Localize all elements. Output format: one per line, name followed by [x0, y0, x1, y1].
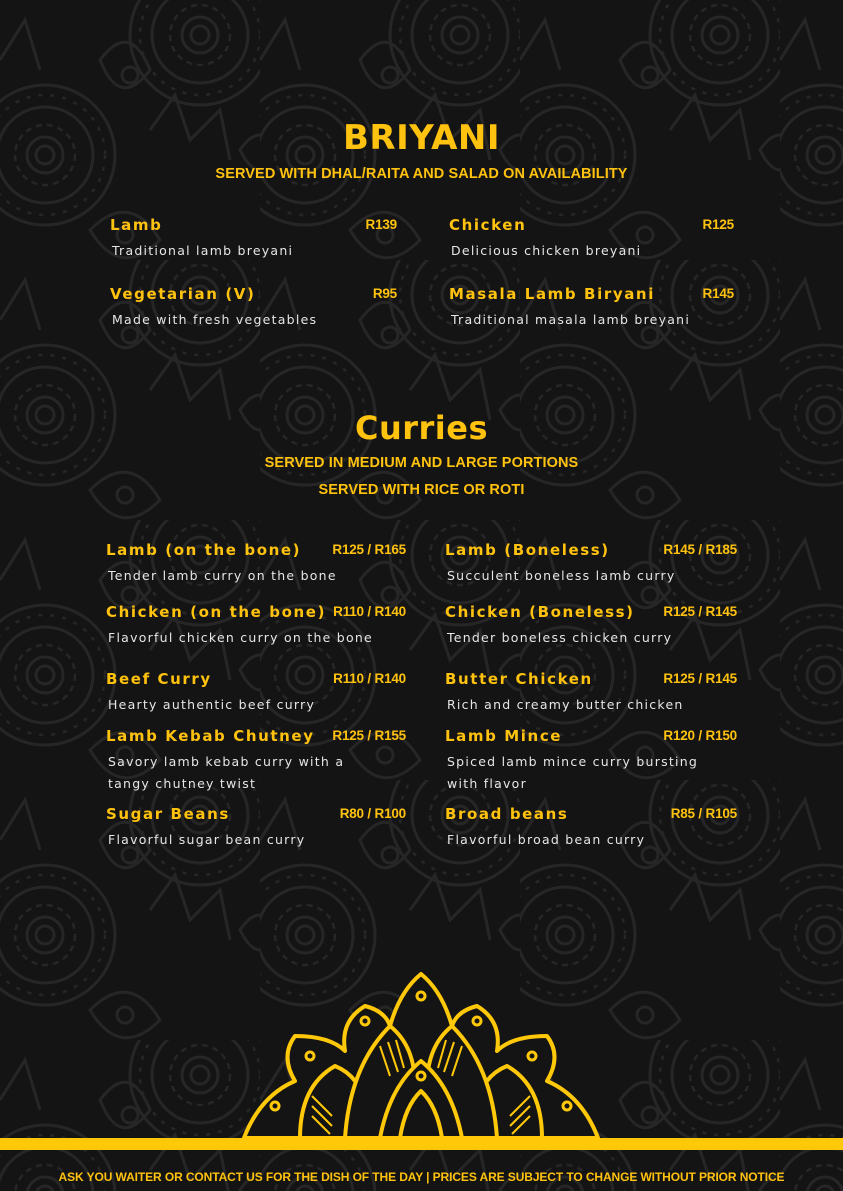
section-subtitle: SERVED WITH DHAL/RAITA AND SALAD ON AVAILABILITY — [215, 166, 628, 182]
item-name: Lamb Mince — [445, 727, 563, 745]
item-description: Tender lamb curry on the bone — [108, 568, 337, 583]
item-description: Savory lamb kebab curry with a tangy chutney twist — [108, 754, 345, 791]
item-price: R120 / R150 — [663, 728, 737, 743]
item-price: R110 / R140 — [333, 671, 406, 686]
item-description: Hearty authentic beef curry — [108, 697, 316, 712]
item-description: Made with fresh vegetables — [112, 312, 318, 327]
section-title: Curries — [354, 409, 489, 447]
section-title: BRIYANI — [342, 118, 501, 158]
item-price: R125 / R145 — [663, 671, 737, 686]
footer-note: ASK YOU WAITER OR CONTACT US FOR THE DISH OF THE DAY | PRICES ARE SUBJECT TO CHANGE WITHOUT PRIOR NOTICE — [58, 1170, 785, 1184]
section-subtitle: SERVED IN MEDIUM AND LARGE PORTIONS — [264, 455, 579, 471]
item-price: R125 / R145 — [663, 604, 737, 619]
item-price: R145 / R185 — [663, 542, 737, 557]
item-name: Sugar Beans — [106, 805, 230, 823]
item-price: R85 / R105 — [670, 806, 737, 821]
item-description: Tender boneless chicken curry — [447, 630, 673, 645]
section-subtitle: SERVED WITH RICE OR ROTI — [318, 482, 525, 498]
item-name: Chicken (on the bone) — [106, 603, 327, 621]
item-name: Lamb (Boneless) — [445, 541, 610, 559]
item-name: Masala Lamb Biryani — [449, 285, 655, 303]
item-price: R125 / R155 — [332, 728, 406, 743]
item-description: Rich and creamy butter chicken — [447, 697, 684, 712]
item-price: R125 — [702, 217, 734, 232]
item-description: Flavorful chicken curry on the bone — [108, 630, 373, 645]
item-name: Lamb Kebab Chutney — [106, 727, 315, 745]
item-name: Beef Curry — [106, 670, 212, 688]
item-description: Flavorful broad bean curry — [447, 832, 646, 847]
item-description: Traditional masala lamb breyani — [451, 312, 691, 327]
item-price: R95 — [372, 286, 397, 301]
item-name: Broad beans — [445, 805, 569, 823]
mandala-icon — [240, 966, 602, 1140]
item-name: Butter Chicken — [445, 670, 593, 688]
item-name: Vegetarian (V) — [110, 285, 256, 303]
item-name: Chicken — [449, 216, 527, 234]
item-description: Traditional lamb breyani — [112, 243, 294, 258]
item-price: R125 / R165 — [332, 542, 406, 557]
item-description: Delicious chicken breyani — [451, 243, 642, 258]
item-price: R110 / R140 — [333, 604, 406, 619]
footer-divider-bar — [0, 1138, 843, 1150]
item-price: R139 — [365, 217, 397, 232]
item-description: Succulent boneless lamb curry — [447, 568, 676, 583]
item-price: R80 / R100 — [339, 806, 406, 821]
item-description: Flavorful sugar bean curry — [108, 832, 306, 847]
item-price: R145 — [702, 286, 734, 301]
item-name: Lamb (on the bone) — [106, 541, 302, 559]
item-name: Lamb — [110, 216, 163, 234]
item-description: Spiced lamb mince curry bursting with flavor — [447, 754, 699, 791]
item-name: Chicken (Boneless) — [445, 603, 635, 621]
